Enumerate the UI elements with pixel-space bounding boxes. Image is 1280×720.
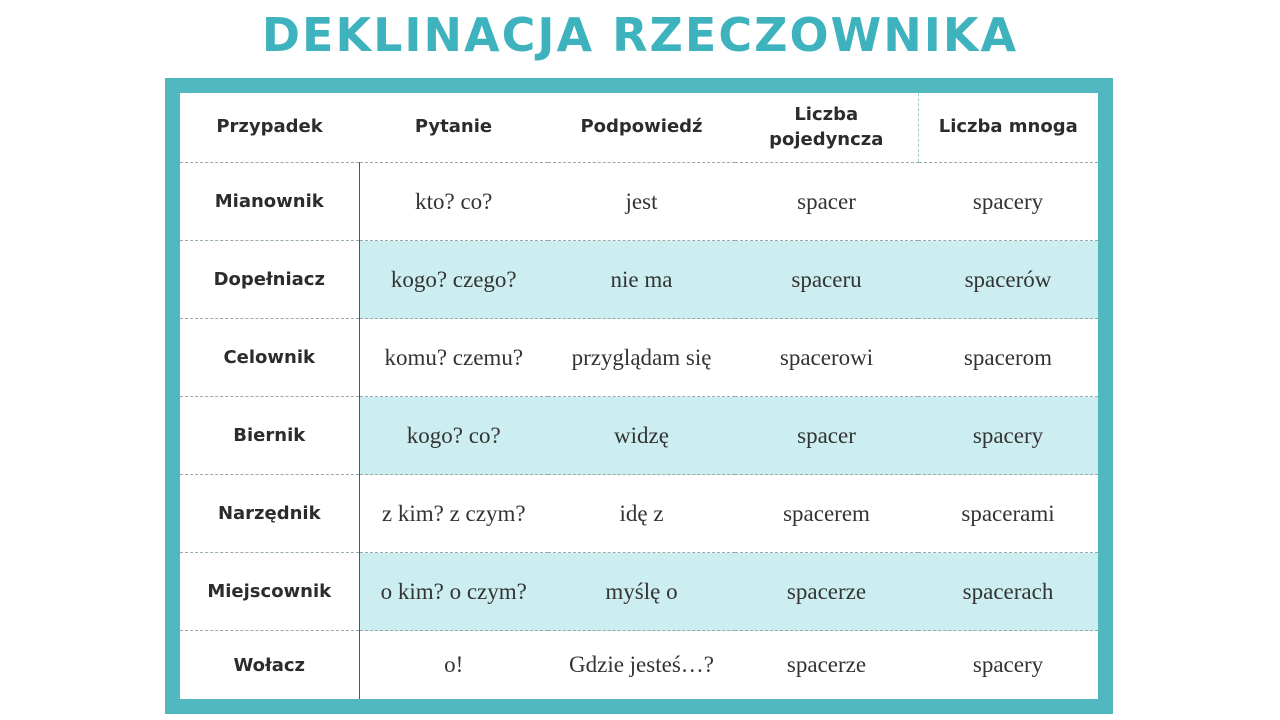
singular-cell: spacerze [786, 652, 867, 677]
hint-cell: idę z [548, 475, 735, 553]
table-row [180, 631, 1098, 700]
question-cell: kogo? czego? [359, 241, 548, 319]
declension-table [180, 93, 1098, 699]
header-singular-label: Liczba pojedyncza [769, 104, 884, 150]
header-case: Przypadek [180, 93, 359, 163]
plural-cell: spacerom [918, 319, 1098, 397]
hint-cell: myślę o [548, 553, 735, 631]
question-cell: o kim? o czym? [359, 553, 548, 631]
singular-cell: spacerze [735, 553, 918, 631]
question-cell: kogo? co? [359, 397, 548, 475]
case-cell: Narzędnik [180, 475, 359, 553]
table-row [180, 319, 1098, 397]
table-frame [165, 78, 1113, 714]
case-cell: Dopełniacz [180, 241, 359, 319]
case-cell: Wołacz [180, 631, 359, 700]
hint-cell: widzę [548, 397, 735, 475]
plural-cell: spacerów [918, 241, 1098, 319]
hint-cell: nie ma [548, 241, 735, 319]
table-row [180, 163, 1098, 241]
hint-cell: jest [548, 163, 735, 241]
singular-cell: spacer [735, 397, 918, 475]
question-cell: z kim? z czym? [359, 475, 548, 553]
table-row [180, 241, 1098, 319]
table-row [180, 397, 1098, 475]
case-cell: Celownik [180, 319, 359, 397]
table-row [180, 475, 1098, 553]
plural-cell: spacery [972, 652, 1044, 677]
question-cell: kto? co? [359, 163, 548, 241]
case-cell: Miejscownik [180, 553, 359, 631]
page-title: DEKLINACJA RZECZOWNIKA [261, 8, 1019, 62]
singular-cell: spaceru [735, 241, 918, 319]
hint-cell: Gdzie jesteś…? [569, 652, 714, 677]
question-cell: komu? czemu? [359, 319, 548, 397]
header-plural: Liczba mnoga [918, 93, 1098, 163]
table-row [180, 553, 1098, 631]
plural-cell: spacery [918, 163, 1098, 241]
header-hint: Podpowiedź [548, 93, 735, 163]
hint-cell: przyglądam się [548, 319, 735, 397]
case-cell: Biernik [180, 397, 359, 475]
singular-cell: spacer [735, 163, 918, 241]
header-singular [735, 93, 918, 163]
header-row [180, 93, 1098, 163]
singular-cell: spacerowi [735, 319, 918, 397]
plural-cell: spacery [918, 397, 1098, 475]
plural-cell: spacerami [918, 475, 1098, 553]
singular-cell: spacerem [735, 475, 918, 553]
plural-cell: spacerach [918, 553, 1098, 631]
case-cell: Mianownik [180, 163, 359, 241]
question-cell: o! [444, 652, 464, 677]
header-question: Pytanie [359, 93, 548, 163]
